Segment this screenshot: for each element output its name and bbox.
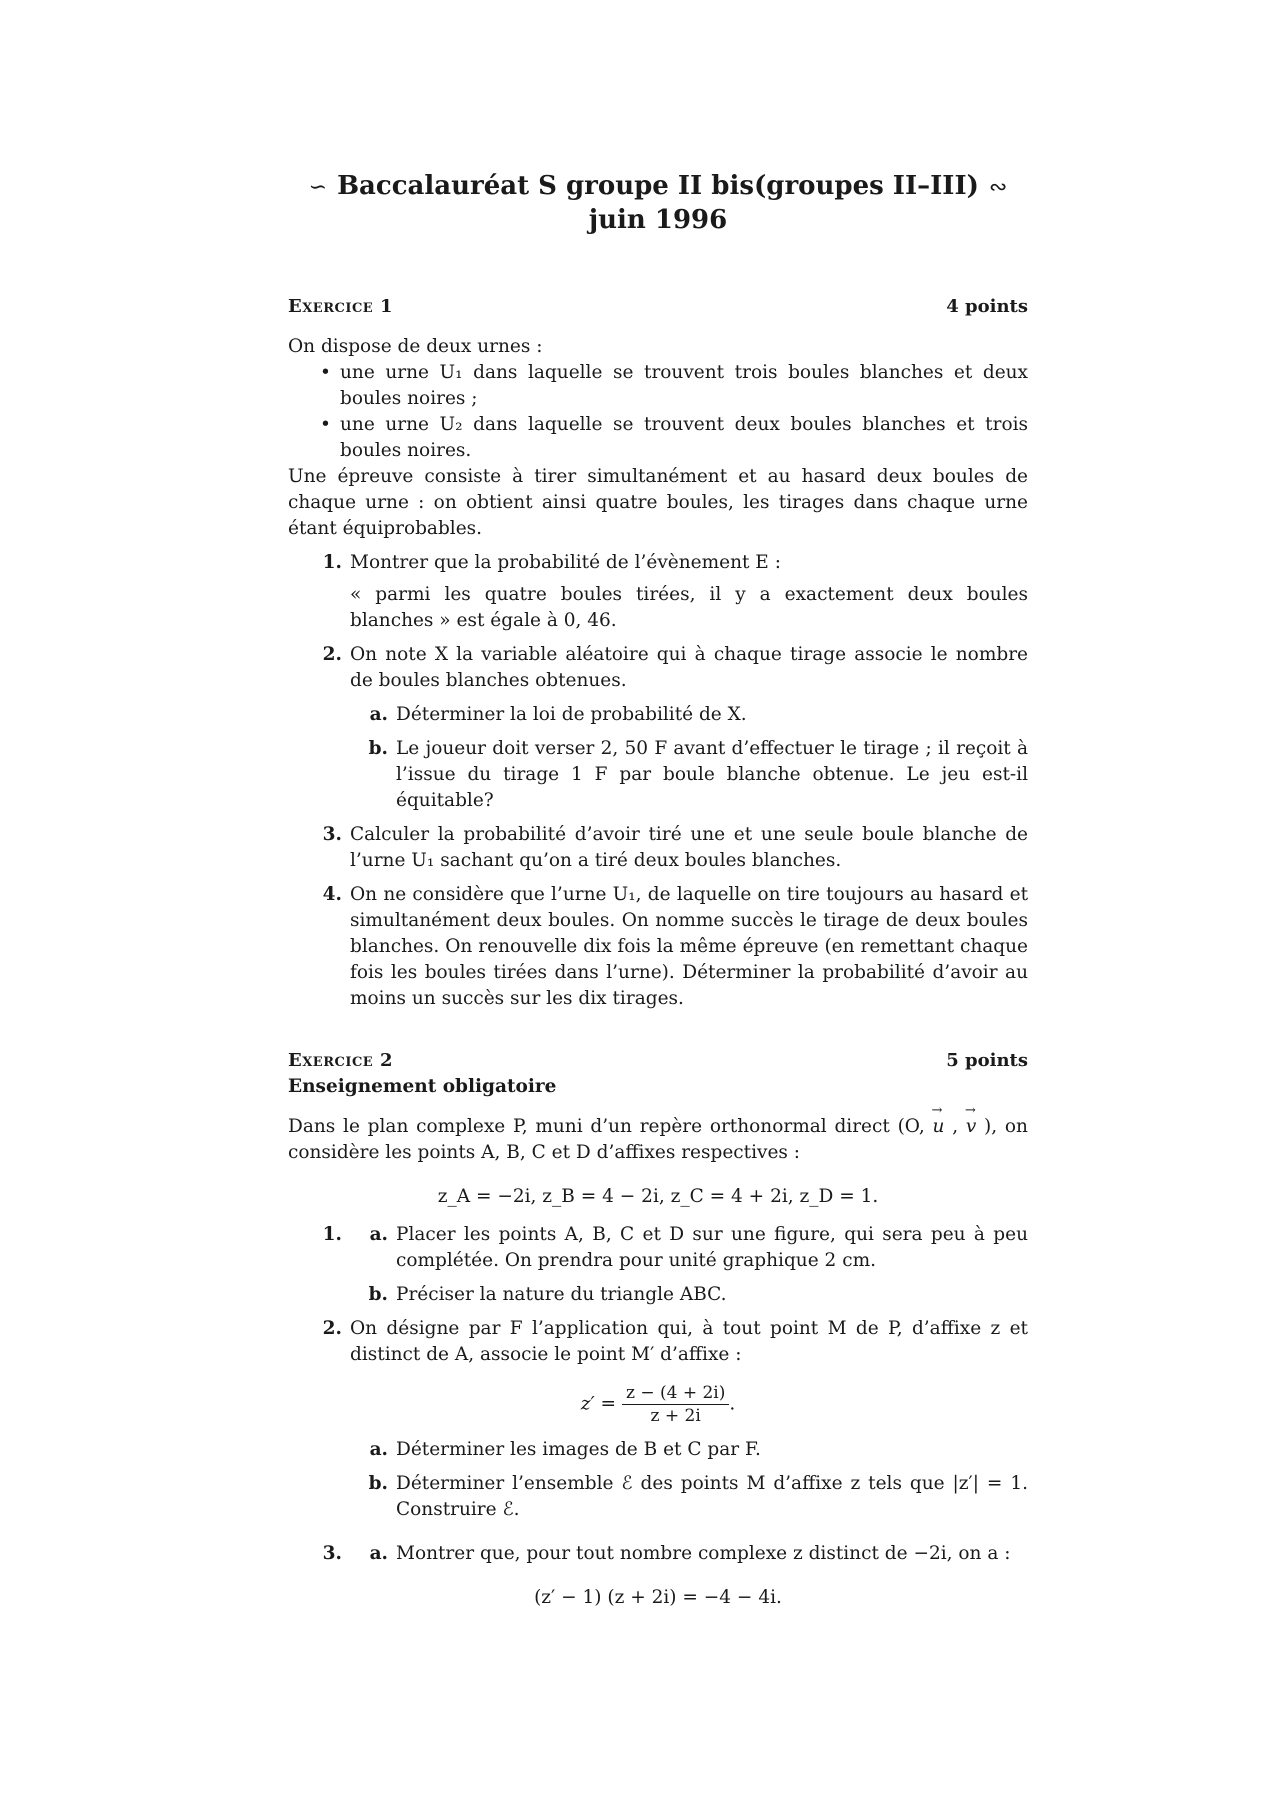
exercise-1-header [288, 294, 1028, 320]
document-page [288, 170, 1028, 1623]
intro-text-end: , on considère les points A, B, C et D d’affixes respectives : [288, 1116, 1028, 1163]
list-item: • une urne U₁ dans laquelle se trouvent trois boules blanches et deux boules noires ; [318, 360, 1028, 412]
ex1-question-2 [288, 642, 1028, 694]
ex1-question-3 [288, 822, 1028, 874]
ornament-left-icon: ∽ [308, 175, 328, 200]
ex1-question-2a [342, 702, 1028, 728]
formula-lhs: z′ = [580, 1393, 617, 1415]
mapping-formula [288, 1382, 1028, 1427]
ex2-question-3a [288, 1541, 1028, 1567]
subquestion-text: Déterminer la loi de probabilité de X. [396, 704, 747, 725]
ex1-question-4 [288, 882, 1028, 1012]
question-text: Montrer que la probabilité de l’évènement E : [350, 552, 781, 573]
subquestion-letter: a. [369, 1224, 388, 1245]
exercise-1-points: 4 points [946, 296, 1028, 317]
question-text: On désigne par F l’application qui, à tout point M de P, d’affixe z et distinct de A, associe le point M′ d’affixe : [350, 1318, 1028, 1365]
identity-equation: (z′ − 1) (z + 2i) = −4 − 4i. [534, 1587, 782, 1608]
ex2-question-2b [288, 1471, 1028, 1523]
question-number: 2. [322, 644, 342, 665]
ex2-question-2 [288, 1316, 1028, 1368]
subquestion-text: Déterminer l’ensemble ℰ des points M d’affixe z tels que |z′| = 1. Construire ℰ. [396, 1473, 1028, 1520]
fraction [622, 1382, 729, 1427]
question-number: 3. [322, 1543, 342, 1564]
affixes-equation: z_A = −2i, z_B = 4 − 2i, z_C = 4 + 2i, z_D = 1. [437, 1186, 879, 1207]
title-line-1: Baccalauréat S groupe II bis(groupes II–III) [337, 171, 979, 201]
subquestion-letter: a. [369, 704, 388, 725]
subquestion-text: Le joueur doit verser 2, 50 F avant d’effectuer le tirage ; il reçoit à l’issue du tirage 1 F par boule blanche obtenue. Le jeu est-il équitable? [396, 738, 1028, 811]
exercise-2-points: 5 points [946, 1050, 1028, 1071]
frame-origin: O, [904, 1116, 925, 1137]
question-text: Calculer la probabilité d’avoir tiré une et une seule boule blanche de l’urne U₁ sachant qu’on a tiré deux boules blanches. [350, 824, 1028, 871]
question-number: 3. [322, 824, 342, 845]
question-number: 2. [322, 1318, 342, 1339]
subquestion-text: Placer les points A, B, C et D sur une figure, qui sera peu à peu complétée. On prendra pour unité graphique 2 cm. [396, 1224, 1028, 1271]
ex1-urn-list [288, 360, 1028, 464]
formula-end: . [729, 1393, 736, 1415]
exercise-2-header [288, 1048, 1028, 1074]
frame-notation: (O, → u , → v ) [898, 1116, 992, 1137]
ornament-right-icon: ∾ [988, 175, 1008, 200]
subquestion-letter: a. [369, 1439, 388, 1460]
question-text: On ne considère que l’urne U₁, de laquelle on tire toujours au hasard et simultanément deux boules. On nomme succès le tirage de deux boules blanches. On renouvelle dix fois la même épreuve (en remettant chaque fois les boules tirées dans l’urne). Déterminer la probabilité d’avoir au moins un succès sur les dix tirages. [350, 884, 1028, 1009]
question-number: 1. [322, 1224, 342, 1245]
ex2-question-1b [288, 1282, 1028, 1308]
event-quote: « parmi les quatre boules tirées, il y a exactement deux boules blanches » est égale à 0, 46. [350, 584, 1028, 631]
question-number: 4. [322, 884, 342, 905]
vector-u: → u [933, 1114, 945, 1140]
subquestion-text: Déterminer les images de B et C par F. [396, 1439, 761, 1460]
title-line-2: juin 1996 [588, 205, 728, 235]
question-number: 1. [322, 552, 342, 573]
ex1-epreuve: Une épreuve consiste à tirer simultanément et au hasard deux boules de chaque urne : on obtient ainsi quatre boules, les tirages dans chaque urne étant équiprobables. [288, 466, 1028, 539]
ex2-question-1a [288, 1222, 1028, 1274]
subquestion-text: Préciser la nature du triangle ABC. [396, 1284, 727, 1305]
ex2-intro [288, 1114, 1028, 1166]
subquestion-letter: b. [368, 738, 388, 759]
exercise-2-subtitle: Enseignement obligatoire [288, 1076, 557, 1097]
list-item: • une urne U₂ dans laquelle se trouvent deux boules blanches et trois boules noires. [318, 412, 1028, 464]
page-title [288, 170, 1028, 236]
ex1-question-2b [342, 736, 1028, 814]
subquestion-letter: a. [369, 1543, 388, 1564]
subquestion-letter: b. [368, 1473, 388, 1494]
question-text: On note X la variable aléatoire qui à chaque tirage associe le nombre de boules blanches obtenues. [350, 644, 1028, 691]
fraction-numerator: z − (4 + 2i) [622, 1382, 729, 1405]
subquestion-text: Montrer que, pour tout nombre complexe z distinct de −2i, on a : [396, 1543, 1011, 1564]
ex1-intro: On dispose de deux urnes : [288, 336, 543, 357]
exercise-1-label: Exercice 1 [288, 296, 393, 317]
ex1-question-1 [288, 550, 1028, 634]
fraction-denominator: z + 2i [650, 1406, 701, 1426]
subquestion-letter: b. [368, 1284, 388, 1305]
exercise-2-label: Exercice 2 [288, 1050, 393, 1071]
intro-text: Dans le plan complexe P, muni d’un repère orthonormal direct [288, 1116, 890, 1137]
vector-v: → v [966, 1114, 976, 1140]
ex2-question-2a [288, 1437, 1028, 1463]
